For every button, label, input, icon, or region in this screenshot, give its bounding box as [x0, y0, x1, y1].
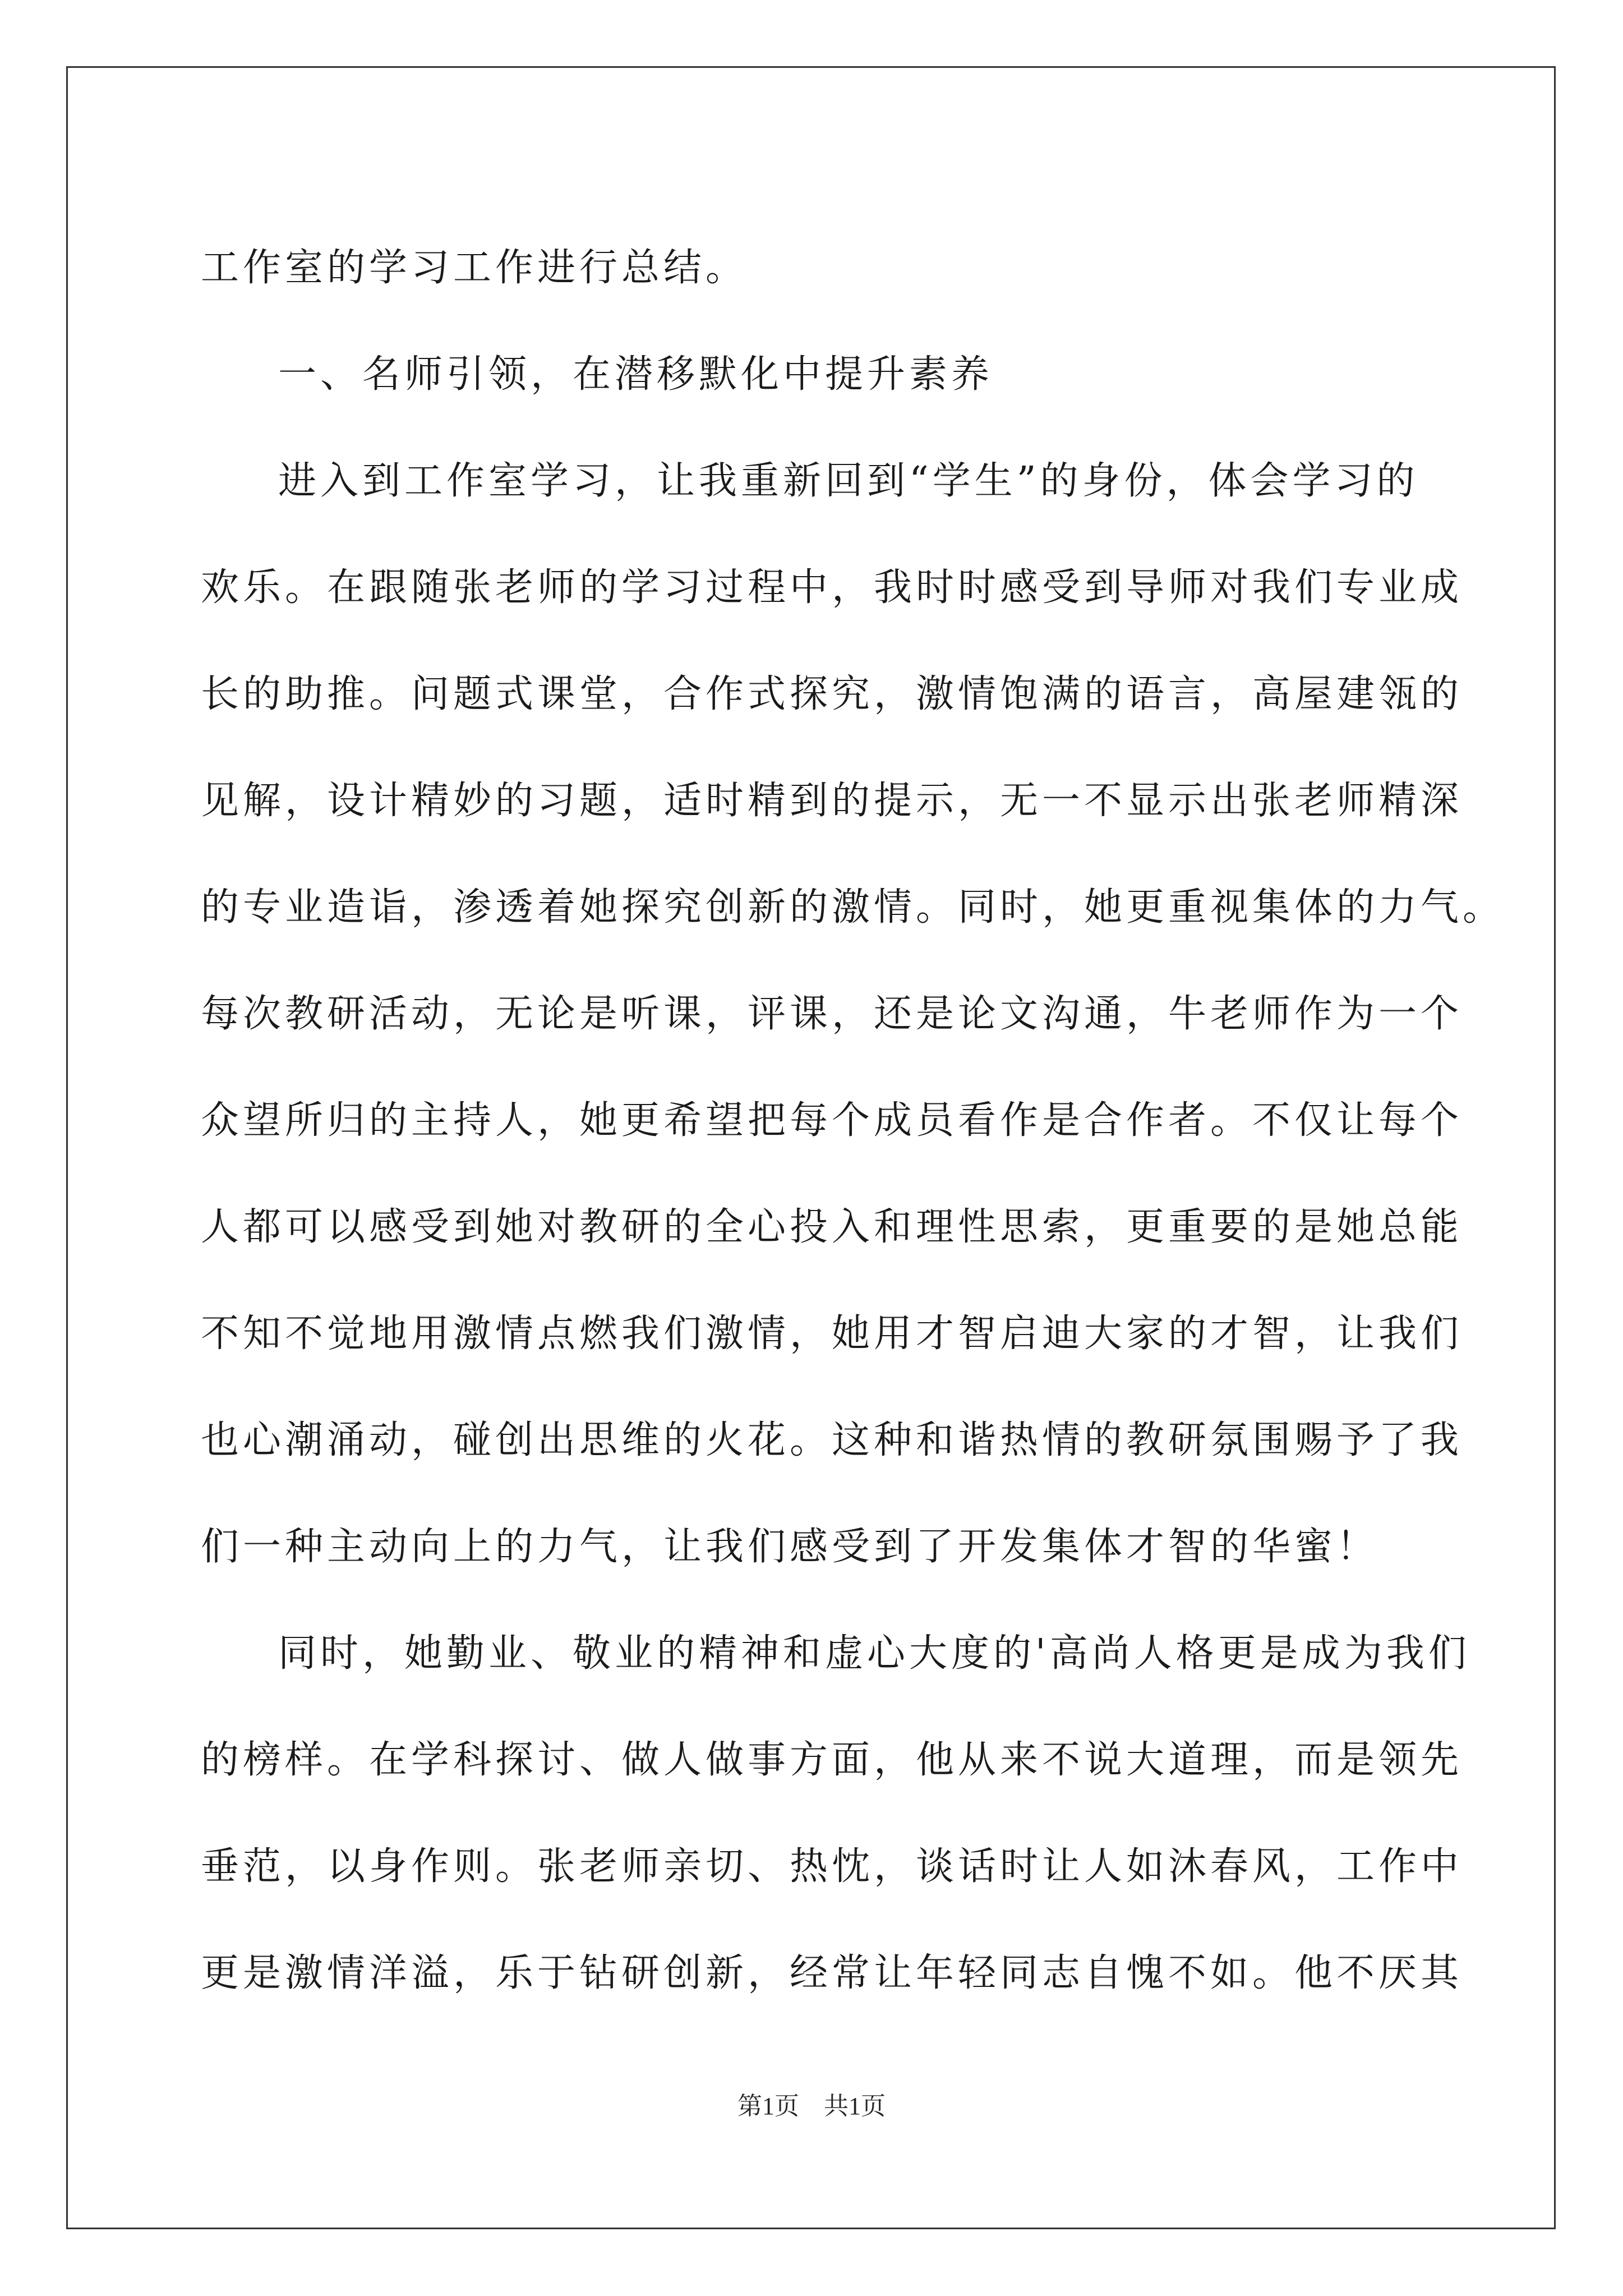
- page-footer: 第1页 共1页: [737, 2092, 886, 2120]
- text-line: 也心潮涌动，碰创出思维的火花。这种和谐热情的教研氛围赐予了我: [201, 1418, 1463, 1462]
- text-line: 垂范，以身作则。张老师亲切、热忱，谈话时让人如沐春风，工作中: [201, 1844, 1463, 1889]
- text-line: 更是激情洋溢，乐于钻研创新，经常让年轻同志自愧不如。他不厌其: [201, 1951, 1463, 1995]
- text-line: 欢乐。在跟随张老师的学习过程中，我时时感受到导师对我们专业成: [201, 565, 1463, 610]
- text-line: 众望所归的主持人，她更希望把每个成员看作是合作者。不仅让每个: [201, 1098, 1463, 1143]
- text-line: 同时，她勤业、敬业的精神和虚心大度的'高尚人格更是成为我们: [278, 1631, 1470, 1676]
- document-body: [201, 215, 1505, 2027]
- text-line: 见解，设计精妙的习题，适时精到的提示，无一不显示出张老师精深: [201, 779, 1463, 823]
- text-line: 人都可以感受到她对教研的全心投入和理性思索，更重要的是她总能: [201, 1205, 1463, 1249]
- text-line: 工作室的学习工作进行总结。: [201, 246, 748, 290]
- text-line: 不知不觉地用激情点燃我们激情，她用才智启迪大家的才智，让我们: [201, 1312, 1463, 1356]
- text-line: 一、名师引领，在潜移默化中提升素养: [278, 352, 994, 397]
- text-line: 的专业造诣，渗透着她探究创新的激情。同时，她更重视集体的力气。: [201, 885, 1505, 930]
- text-line: 们一种主动向上的力气，让我们感受到了开发集体才智的华蜜！: [201, 1525, 1379, 1569]
- text-line: 每次教研活动，无论是听课，评课，还是论文沟通，牛老师作为一个: [201, 992, 1463, 1036]
- text-line: 的榜样。在学科探讨、做人做事方面，他从来不说大道理，而是领先: [201, 1738, 1463, 1782]
- text-line: 进入到工作室学习，让我重新回到“学生”的身份，体会学习的: [278, 459, 1419, 503]
- text-line: 长的助推。问题式课堂，合作式探究，激情饱满的语言，高屋建瓴的: [201, 672, 1463, 716]
